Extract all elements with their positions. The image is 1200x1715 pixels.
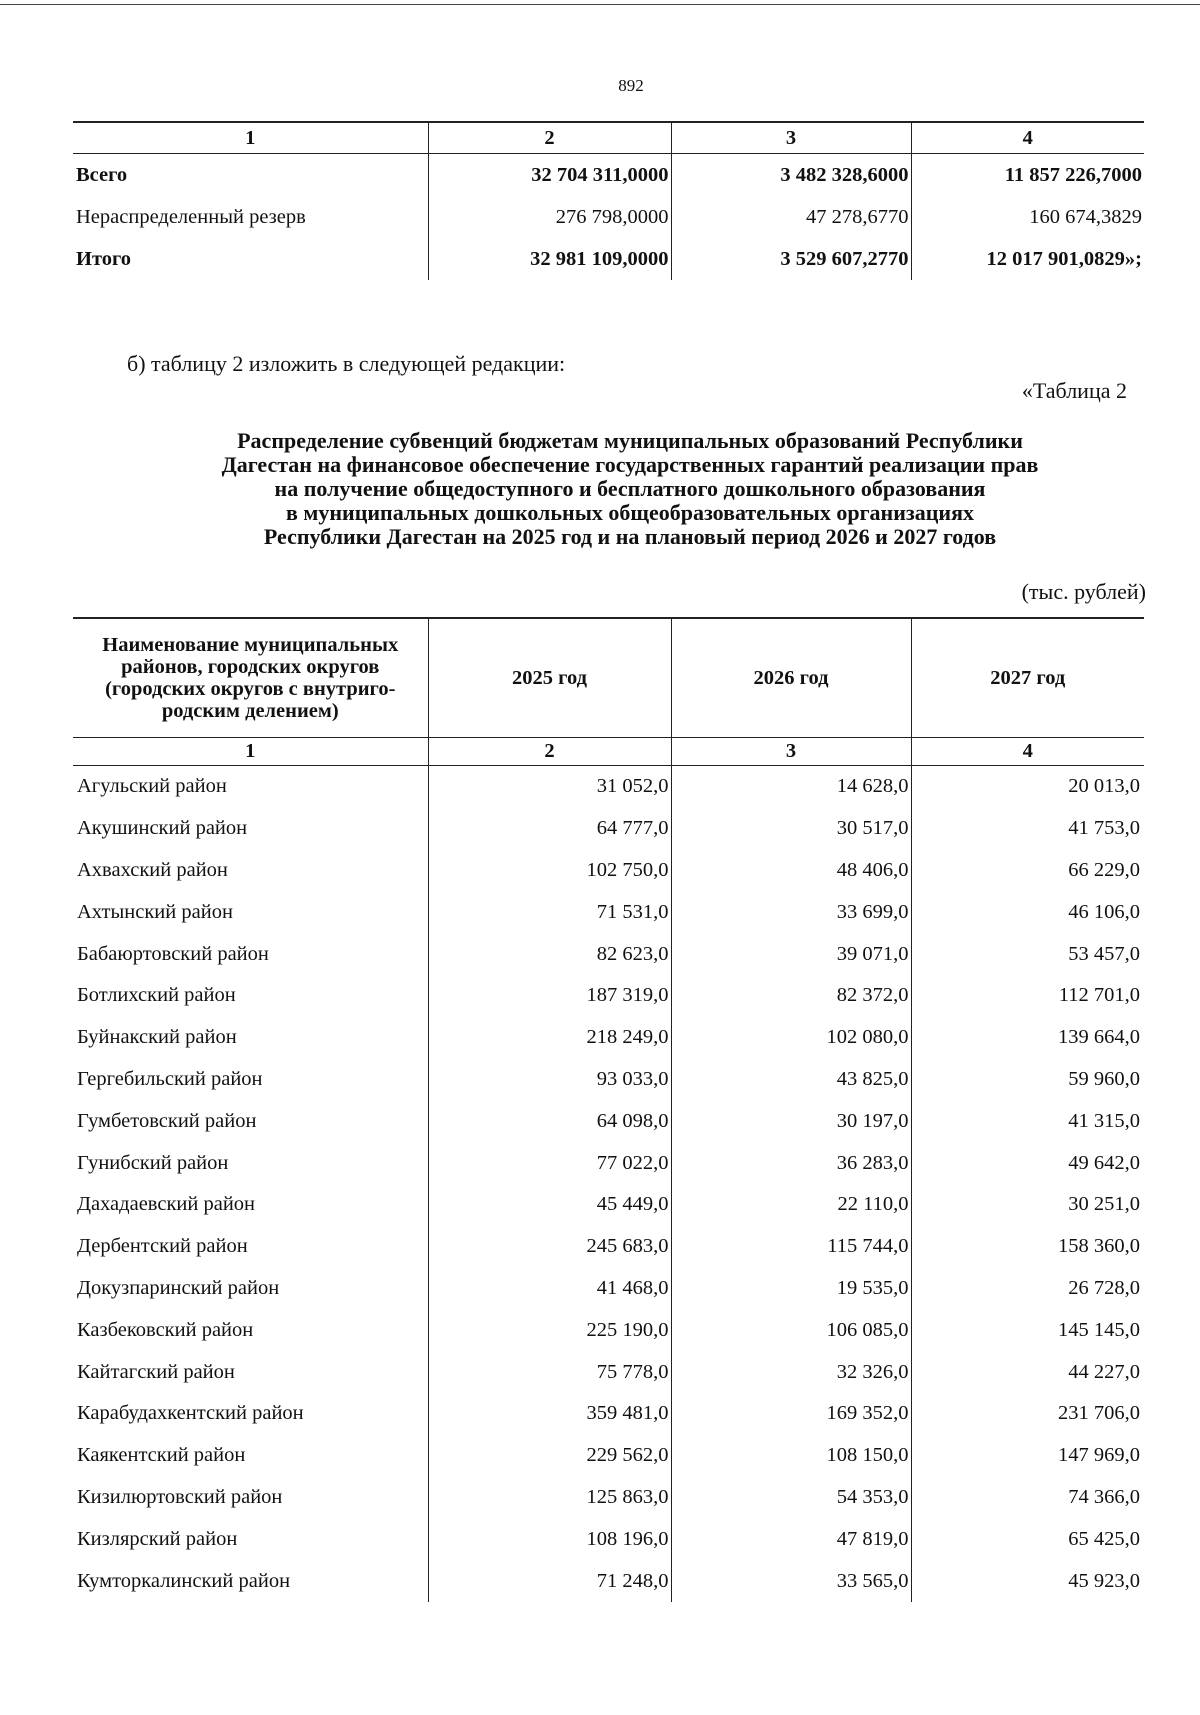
value-2025: 71 531,0 xyxy=(428,891,671,933)
value-col-4: 160 674,3829 xyxy=(911,196,1144,238)
table-row xyxy=(73,891,1144,933)
district-name: Буйнакский район xyxy=(77,1026,237,1049)
table-row xyxy=(73,1351,1144,1393)
title-line: Дагестан на финансовое обеспечение государственных гарантий реализации прав xyxy=(221,452,1039,477)
value-2027: 139 664,0 xyxy=(911,1017,1144,1059)
district-name: Ахтынский район xyxy=(77,900,233,923)
value-2027: 112 701,0 xyxy=(911,975,1144,1017)
value-2027: 231 706,0 xyxy=(911,1393,1144,1435)
district-name: Кумторкалинский район xyxy=(77,1569,291,1592)
table-row xyxy=(73,1393,1144,1435)
totals-table xyxy=(73,121,1144,280)
value-2027: 74 366,0 xyxy=(911,1477,1144,1519)
value-2025: 31 052,0 xyxy=(428,766,671,808)
value-2026: 39 071,0 xyxy=(671,933,911,975)
district-name: Карабудахкентский район xyxy=(77,1402,304,1425)
table-row xyxy=(73,850,1144,892)
page-number: 892 xyxy=(618,76,644,95)
district-name: Агульский район xyxy=(77,775,227,798)
table-row xyxy=(73,1184,1144,1226)
value-2027: 44 227,0 xyxy=(911,1351,1144,1393)
value-2026: 108 150,0 xyxy=(671,1435,911,1477)
value-2026: 106 085,0 xyxy=(671,1309,911,1351)
title-line: на получение общедоступного и бесплатного дошкольного образования xyxy=(274,476,986,501)
table-row xyxy=(73,808,1144,850)
table-reference: «Таблица 2 xyxy=(1021,378,1127,403)
header-line: районов, городских округов xyxy=(121,656,380,678)
value-2027: 30 251,0 xyxy=(911,1184,1144,1226)
table-row xyxy=(73,1100,1144,1142)
value-2027: 65 425,0 xyxy=(911,1518,1144,1560)
value-2027: 147 969,0 xyxy=(911,1435,1144,1477)
value-2025: 245 683,0 xyxy=(428,1226,671,1268)
value-2025: 218 249,0 xyxy=(428,1017,671,1059)
table-header-row xyxy=(73,618,1144,738)
header-year-2027: 2027 год xyxy=(911,618,1144,738)
header-line: (городских округов с внутриго- xyxy=(105,678,396,700)
district-name: Докузпаринский район xyxy=(77,1276,280,1299)
value-2025: 108 196,0 xyxy=(428,1518,671,1560)
value-2026: 102 080,0 xyxy=(671,1017,911,1059)
value-2026: 115 744,0 xyxy=(671,1226,911,1268)
district-name: Каякентский район xyxy=(77,1444,246,1467)
row-name: Итого xyxy=(76,247,132,270)
value-2025: 229 562,0 xyxy=(428,1435,671,1477)
value-2027: 66 229,0 xyxy=(911,850,1144,892)
table-row xyxy=(73,1477,1144,1519)
value-2025: 359 481,0 xyxy=(428,1393,671,1435)
value-2025: 77 022,0 xyxy=(428,1142,671,1184)
subventions-table xyxy=(73,617,1144,1602)
table-row xyxy=(73,1142,1144,1184)
value-col-4: 12 017 901,0829»; xyxy=(911,238,1144,280)
district-name: Кайтагский район xyxy=(77,1360,235,1383)
value-col-2: 32 704 311,0000 xyxy=(428,154,671,197)
value-2026: 54 353,0 xyxy=(671,1477,911,1519)
column-number: 2 xyxy=(428,738,671,766)
units-label: (тыс. рублей) xyxy=(1021,579,1146,604)
table-row xyxy=(73,1226,1144,1268)
table-row xyxy=(73,975,1144,1017)
table-row xyxy=(73,1560,1144,1602)
top-rule xyxy=(0,4,1200,5)
table-row xyxy=(73,1059,1144,1101)
column-numbers-row xyxy=(73,738,1144,766)
value-2025: 75 778,0 xyxy=(428,1351,671,1393)
table-row xyxy=(73,1435,1144,1477)
value-2027: 53 457,0 xyxy=(911,933,1144,975)
value-2027: 41 315,0 xyxy=(911,1100,1144,1142)
value-2027: 45 923,0 xyxy=(911,1560,1144,1602)
header-line: Наименование муниципальных xyxy=(102,634,399,656)
value-2027: 26 728,0 xyxy=(911,1268,1144,1310)
district-name: Дербентский район xyxy=(77,1235,248,1258)
header-year-2025: 2025 год xyxy=(428,618,671,738)
district-name: Дахадаевский район xyxy=(77,1193,256,1216)
totals-table-row xyxy=(73,154,1144,197)
district-name: Гунибский район xyxy=(77,1151,229,1174)
value-2026: 47 819,0 xyxy=(671,1518,911,1560)
value-2027: 41 753,0 xyxy=(911,808,1144,850)
value-col-2: 276 798,0000 xyxy=(428,196,671,238)
district-name: Акушинский район xyxy=(77,817,248,840)
value-2025: 64 777,0 xyxy=(428,808,671,850)
value-col-3: 3 529 607,2770 xyxy=(671,238,911,280)
column-number: 1 xyxy=(73,738,428,766)
value-col-3: 47 278,6770 xyxy=(671,196,911,238)
value-2026: 14 628,0 xyxy=(671,766,911,808)
title-line: Распределение субвенций бюджетам муниципальных образований Республики xyxy=(237,428,1023,453)
value-2026: 30 197,0 xyxy=(671,1100,911,1142)
value-2025: 125 863,0 xyxy=(428,1477,671,1519)
value-2027: 145 145,0 xyxy=(911,1309,1144,1351)
column-number: 4 xyxy=(911,738,1144,766)
value-2025: 82 623,0 xyxy=(428,933,671,975)
table-row xyxy=(73,1309,1144,1351)
value-2027: 59 960,0 xyxy=(911,1059,1144,1101)
value-2025: 64 098,0 xyxy=(428,1100,671,1142)
table-row xyxy=(73,933,1144,975)
value-2025: 45 449,0 xyxy=(428,1184,671,1226)
column-number: 3 xyxy=(671,122,911,154)
value-2025: 41 468,0 xyxy=(428,1268,671,1310)
value-2026: 82 372,0 xyxy=(671,975,911,1017)
header-name-column xyxy=(73,618,428,738)
value-2026: 33 565,0 xyxy=(671,1560,911,1602)
district-name: Кизлярский район xyxy=(77,1527,238,1550)
value-2026: 43 825,0 xyxy=(671,1059,911,1101)
value-2027: 46 106,0 xyxy=(911,891,1144,933)
value-2026: 32 326,0 xyxy=(671,1351,911,1393)
amendment-paragraph: б) таблицу 2 изложить в следующей редакции: xyxy=(127,351,566,376)
value-2027: 158 360,0 xyxy=(911,1226,1144,1268)
totals-table-row xyxy=(73,238,1144,280)
district-name: Гумбетовский район xyxy=(77,1109,257,1132)
header-line: родским делением) xyxy=(161,700,339,722)
row-name: Нераспределенный резерв xyxy=(76,205,306,228)
district-name: Казбековский район xyxy=(77,1318,254,1341)
value-2026: 33 699,0 xyxy=(671,891,911,933)
value-col-3: 3 482 328,6000 xyxy=(671,154,911,197)
table-row xyxy=(73,1268,1144,1310)
value-col-4: 11 857 226,7000 xyxy=(911,154,1144,197)
district-name: Ахвахский район xyxy=(77,858,228,881)
value-2026: 19 535,0 xyxy=(671,1268,911,1310)
value-2025: 225 190,0 xyxy=(428,1309,671,1351)
district-name: Кизилюртовский район xyxy=(77,1485,283,1508)
title-line: в муниципальных дошкольных общеобразовательных организациях xyxy=(285,500,974,525)
table-row xyxy=(73,1518,1144,1560)
row-name: Всего xyxy=(76,163,128,186)
value-2026: 36 283,0 xyxy=(671,1142,911,1184)
title-line: Республики Дагестан на 2025 год и на плановый период 2026 и 2027 годов xyxy=(263,524,997,549)
value-2026: 169 352,0 xyxy=(671,1393,911,1435)
value-2026: 48 406,0 xyxy=(671,850,911,892)
value-2025: 71 248,0 xyxy=(428,1560,671,1602)
column-number: 1 xyxy=(73,122,428,154)
value-2027: 20 013,0 xyxy=(911,766,1144,808)
column-number: 4 xyxy=(911,122,1144,154)
value-2025: 93 033,0 xyxy=(428,1059,671,1101)
value-col-2: 32 981 109,0000 xyxy=(428,238,671,280)
totals-table-row xyxy=(73,196,1144,238)
value-2026: 30 517,0 xyxy=(671,808,911,850)
table-title xyxy=(100,429,1160,549)
column-number: 3 xyxy=(671,738,911,766)
table-row xyxy=(73,766,1144,808)
value-2025: 187 319,0 xyxy=(428,975,671,1017)
value-2027: 49 642,0 xyxy=(911,1142,1144,1184)
district-name: Гергебильский район xyxy=(77,1067,263,1090)
district-name: Ботлихский район xyxy=(77,984,236,1007)
value-2025: 102 750,0 xyxy=(428,850,671,892)
header-year-2026: 2026 год xyxy=(671,618,911,738)
totals-table-column-numbers xyxy=(73,122,1144,154)
district-name: Бабаюртовский район xyxy=(77,942,269,965)
value-2026: 22 110,0 xyxy=(671,1184,911,1226)
column-number: 2 xyxy=(428,122,671,154)
table-row xyxy=(73,1017,1144,1059)
